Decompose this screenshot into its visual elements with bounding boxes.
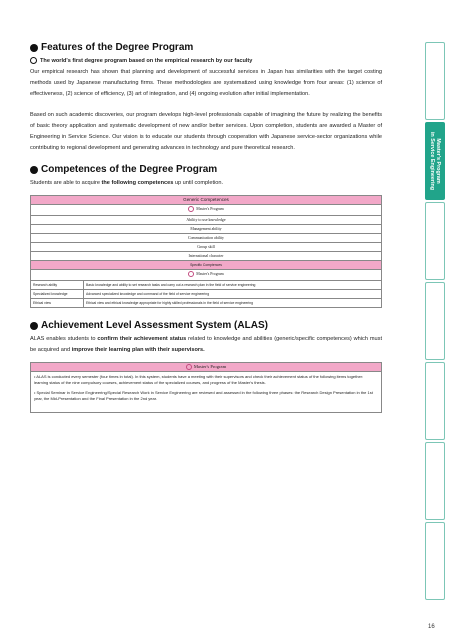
table-row: Ethical view Ethical view and ethical knowledge appropriate for highly skilled professionals in the field of service engineering xyxy=(31,299,382,308)
alas-box xyxy=(30,362,382,413)
page-number: 16 xyxy=(428,624,435,630)
table-row: Research ability Basic knowledge and ability to set research tasks and carry out a research plan in the field of service engineering xyxy=(31,281,382,290)
table-row: Specialized knowledge Advanced specialized knowledge and command of the field of service engineering xyxy=(31,290,382,299)
side-tab[interactable] xyxy=(425,522,445,600)
program-label-row: Master's Program xyxy=(31,205,382,216)
circle-outline-icon xyxy=(30,57,37,64)
side-tab[interactable] xyxy=(425,42,445,120)
side-tab[interactable] xyxy=(425,362,445,440)
generic-competences-table xyxy=(30,195,382,261)
program-label-row: Master's Program xyxy=(31,270,382,281)
alas-heading xyxy=(30,320,382,331)
program-circle-icon xyxy=(186,364,192,370)
specific-competences-table xyxy=(30,260,382,308)
generic-item: Management ability xyxy=(31,225,382,234)
program-circle-icon xyxy=(188,206,194,212)
side-tab-active[interactable] xyxy=(425,122,445,200)
generic-item: Group skill xyxy=(31,243,382,252)
side-tab[interactable] xyxy=(425,202,445,280)
generic-item: International character xyxy=(31,252,382,261)
side-tab-label: Master's Program in Service Engineering xyxy=(429,131,441,191)
alas-intro: ALAS enables students to confirm their achievement status related to knowledge and abilities (generic/specific competences) which must be acquired and improve their learning plan with their supervisors. xyxy=(30,336,382,353)
side-tab[interactable] xyxy=(425,442,445,520)
generic-item: Ability to use knowledge xyxy=(31,216,382,225)
competences-heading-text: Competences of the Degree Program xyxy=(41,164,218,175)
program-circle-icon xyxy=(188,271,194,277)
alas-bullet-2: • Special Seminar in Service Engineering/Special Research Work in Service Engineering are reviewed and assessed in the following three phases: the Research Design Presentation in the 1st year, the Mid-Presentation and the Final Presentation in the 2nd year. xyxy=(34,390,373,401)
alas-bullet-1: • ALAS is conducted every semester (four times in total). In this system, students have a meeting with their supervisors and check their achievement status of the following items together: learning status of the nine compulsory courses, achievement status of the specialized courses, and progress of the Master's thesis. xyxy=(34,374,364,385)
side-tab[interactable] xyxy=(425,282,445,360)
features-subheading-text: The world's first degree program based on the empirical research by our faculty xyxy=(40,57,253,64)
generic-competences-header: Generic Competences xyxy=(31,196,382,205)
main-content xyxy=(30,42,382,413)
features-heading-text: Features of the Degree Program xyxy=(41,42,194,53)
alas-box-header: Master's Program xyxy=(31,363,381,372)
bullet-dot-icon xyxy=(30,322,38,330)
features-subheading xyxy=(30,57,382,64)
alas-heading-text: Achievement Level Assessment System (ALAS) xyxy=(41,320,268,331)
features-heading xyxy=(30,42,382,53)
specific-competences-header: Specific Comptences xyxy=(31,261,382,270)
competences-intro: Students are able to acquire the following competences up until completion. xyxy=(30,180,224,186)
bullet-dot-icon xyxy=(30,44,38,52)
bullet-dot-icon xyxy=(30,166,38,174)
features-paragraph-1: Our empirical research has shown that planning and development of successful services in Japan has similarities with the target costing methods used by Japanese manufacturing firms. These methodologies are systematized using knowledge from four areas: (1) science of effectiveness, (2) science of efficiency, (3) art of integration, and (4) ongoing evolution after initial implementation. xyxy=(30,69,382,97)
generic-item: Communication ability xyxy=(31,234,382,243)
competences-heading xyxy=(30,164,382,175)
features-paragraph-2: Based on such academic discoveries, our program develops high-level professionals capable of imagining the future by realizing the benefits of basic theory application and systematic development of new and/or better services. Upon completion, students are awarded a Master of Engineering in Service Science. Our vision is to educate our students through cooperation with Japanese service-sector organizations while contributing to regional development and generating advances in technology and pure theoretical research. xyxy=(30,112,382,151)
